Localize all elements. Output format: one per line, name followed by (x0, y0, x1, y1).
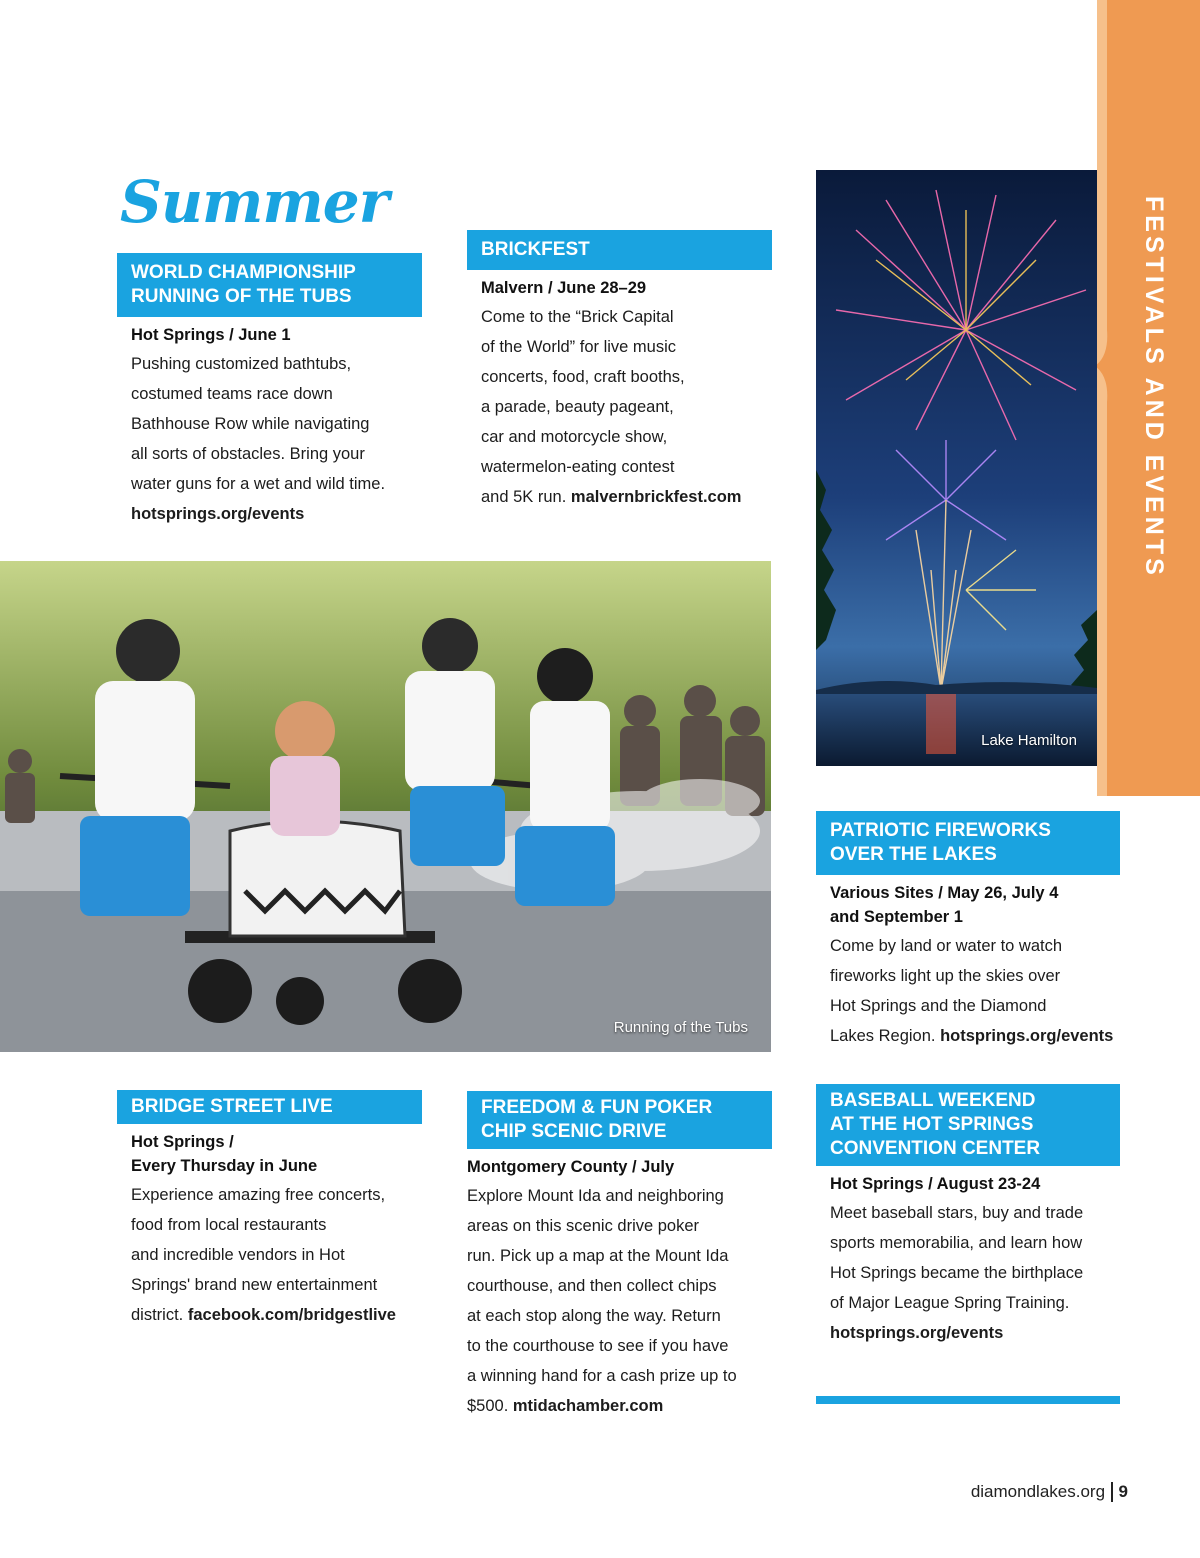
page-number: 9 (1118, 1482, 1128, 1501)
event-description: Meet baseball stars, buy and trade sports memorabilia, and learn how Hot Springs became the birthplace of Major League Spring Training. hotsprings.org/events (816, 1198, 1120, 1348)
event-description: Come to the “Brick Capital of the World” for live music concerts, food, craft booths, a parade, beauty pageant, car and motorcycle show, watermelon-eating contest and 5K run. malvernbrickfest.com (481, 308, 742, 506)
event-title: WORLD CHAMPIONSHIP RUNNING OF THE TUBS (117, 253, 422, 317)
section-label: FESTIVALS AND EVENTS (1140, 196, 1168, 579)
season-heading: Summer (120, 168, 389, 236)
event-title: BASEBALL WEEKEND AT THE HOT SPRINGS CONVENTION CENTER (816, 1084, 1120, 1166)
event-link[interactable]: malvernbrickfest.com (570, 488, 742, 506)
event-description: Come by land or water to watch fireworks light up the skies over Hot Springs and the Diamond Lakes Region. hotsprings.org/events (830, 937, 1114, 1045)
event-location-date: Hot Springs / June 1 (131, 326, 291, 344)
event-bridge-street-live (117, 1090, 422, 1330)
event-poker-chip-scenic-drive (467, 1091, 772, 1421)
event-location-date: Hot Springs / Every Thursday in June (131, 1133, 318, 1175)
event-title: BRIDGE STREET LIVE (117, 1090, 422, 1124)
event-location-date: Various Sites / May 26, July 4 and September 1 (830, 884, 1059, 926)
event-location-date: Montgomery County / July (467, 1158, 675, 1176)
page-footer (971, 1482, 1128, 1502)
event-link[interactable]: facebook.com/bridgestlive (187, 1306, 396, 1324)
event-link[interactable]: hotsprings.org/events (131, 505, 305, 523)
event-patriotic-fireworks (816, 811, 1120, 1051)
fireworks-photo (816, 170, 1097, 766)
event-link[interactable]: hotsprings.org/events (830, 1324, 1004, 1342)
event-location-date: Hot Springs / August 23-24 (830, 1175, 1041, 1193)
event-title: PATRIOTIC FIREWORKS OVER THE LAKES (816, 811, 1120, 875)
event-description: Pushing customized bathtubs, costumed teams race down Bathhouse Row while navigating all sorts of obstacles. Bring your water guns for a wet and wild time. hotsprings.org/events (117, 349, 422, 529)
footer-separator (1111, 1482, 1113, 1502)
event-brickfest (467, 230, 772, 512)
event-baseball-weekend (816, 1084, 1120, 1348)
event-location-date: Malvern / June 28–29 (481, 279, 647, 297)
event-title: BRICKFEST (467, 230, 772, 270)
event-title: FREEDOM & FUN POKER CHIP SCENIC DRIVE (467, 1091, 772, 1149)
footer-site[interactable]: diamondlakes.org (970, 1482, 1106, 1501)
event-link[interactable]: mtidachamber.com (512, 1397, 664, 1415)
running-of-the-tubs-photo (0, 561, 771, 1052)
divider (816, 1396, 1120, 1404)
event-running-of-the-tubs (117, 253, 422, 529)
event-link[interactable]: hotsprings.org/events (940, 1027, 1114, 1045)
photo-caption: Running of the Tubs (613, 1019, 748, 1036)
photo-caption: Lake Hamilton (981, 732, 1077, 749)
event-description: Experience amazing free concerts, food from local restaurants and incredible vendors in Hot Springs' brand new entertainment district. facebook.com/bridgestlive (131, 1186, 396, 1324)
event-description: Explore Mount Ida and neighboring areas on this scenic drive poker run. Pick up a map at the Mount Ida courthouse, and then collect chips at each stop along the way. Return to the courthouse to see if you have a winning hand for a cash prize up to $500. mtidachamber.com (467, 1187, 737, 1415)
